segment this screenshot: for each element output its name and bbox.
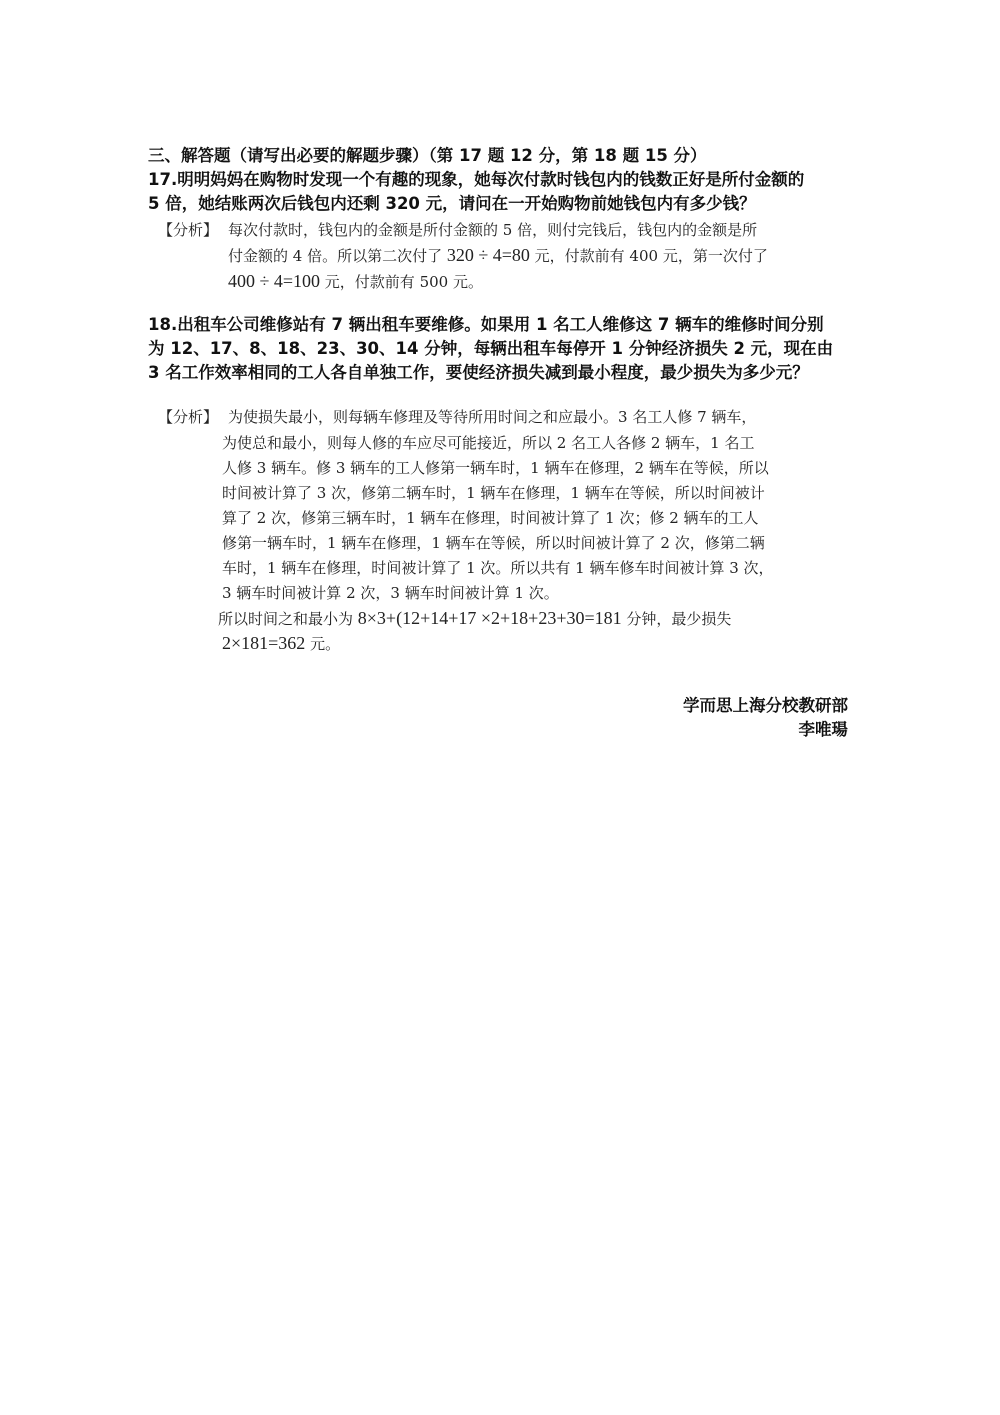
q18-analysis-line-2: 为使总和最小，则每人修的车应尽可能接近，所以 2 名工人各修 2 辆车，1 名工 bbox=[222, 434, 755, 452]
q18-line-1: 18.出租车公司维修站有 7 辆出租车要维修。如果用 1 名工人维修这 7 辆车的维修时间分别 bbox=[148, 315, 824, 334]
signature-author: 李唯瑒 bbox=[798, 720, 848, 739]
q17-formula-2: 400 ÷ 4=100 bbox=[228, 271, 321, 291]
q17-analysis-text: 付金额的 4 倍。所以第二次付了 bbox=[228, 247, 447, 265]
signature-org: 学而思上海分校教研部 bbox=[683, 696, 848, 715]
q18-analysis-line-6: 修第一辆车时，1 辆车在修理，1 辆车在等候，所以时间被计算了 2 次，修第二辆 bbox=[222, 534, 765, 552]
q17-line-1: 17.明明妈妈在购物时发现一个有趣的现象，她每次付款时钱包内的钱数正好是所付金额的 bbox=[148, 170, 805, 189]
q18-analysis-text: 分钟，最少损失 bbox=[621, 610, 732, 628]
q18-analysis-line-4: 时间被计算了 3 次，修第二辆车时，1 辆车在修理，1 辆车在等候，所以时间被计 bbox=[222, 484, 765, 502]
q17-analysis-line-1: 每次付款时，钱包内的金额是所付金额的 5 倍，则付完钱后，钱包内的金额是所 bbox=[228, 221, 758, 239]
q17-analysis-tag: 【分析】 bbox=[158, 221, 219, 239]
q17-analysis-line-2 bbox=[228, 242, 768, 269]
q18-analysis-line-8: 3 辆车时间被计算 2 次，3 辆车时间被计算 1 次。 bbox=[222, 584, 559, 602]
q18-analysis-line-9 bbox=[218, 605, 731, 632]
q18-analysis-line-7: 车时，1 辆车在修理，时间被计算了 1 次。所以共有 1 辆车修车时间被计算 3 次， bbox=[222, 559, 774, 577]
q17-analysis-line-3 bbox=[228, 268, 483, 295]
q17-formula-1: 320 ÷ 4=80 bbox=[446, 245, 530, 265]
q17-analysis-text: 元，付款前有 500 元。 bbox=[320, 273, 483, 291]
q18-analysis-text: 所以时间之和最小为 bbox=[218, 610, 358, 628]
q18-formula-1: 8×3+(12+14+17 ×2+18+23+30=181 bbox=[357, 608, 622, 628]
q17-analysis-text: 元，付款前有 400 元，第一次付了 bbox=[529, 247, 768, 265]
q17-line-2: 5 倍，她结账两次后钱包内还剩 320 元，请问在一开始购物前她钱包内有多少钱？ bbox=[148, 194, 756, 213]
q18-line-3: 3 名工作效率相同的工人各自单独工作，要使经济损失减到最小程度，最少损失为多少元？ bbox=[148, 363, 809, 382]
section-heading: 三、解答题（请写出必要的解题步骤）（第 17 题 12 分，第 18 题 15 分） bbox=[148, 146, 707, 165]
q18-analysis-line-3: 人修 3 辆车。修 3 辆车的工人修第一辆车时，1 辆车在修理，2 辆车在等候，所以 bbox=[222, 459, 769, 477]
q18-analysis-text: 元。 bbox=[305, 635, 341, 653]
q18-formula-2: 2×181=362 bbox=[222, 633, 306, 653]
q18-analysis-line-5: 算了 2 次，修第三辆车时，1 辆车在修理，时间被计算了 1 次；修 2 辆车的工人 bbox=[222, 509, 759, 527]
q18-analysis-line-10 bbox=[222, 630, 340, 657]
q18-line-2: 为 12、17、8、18、23、30、14 分钟，每辆出租车每停开 1 分钟经济损失 2 元，现在由 bbox=[148, 339, 834, 358]
q18-analysis-line-1: 为使损失最小，则每辆车修理及等待所用时间之和应最小。3 名工人修 7 辆车， bbox=[228, 408, 757, 426]
q18-analysis-tag: 【分析】 bbox=[158, 408, 219, 426]
